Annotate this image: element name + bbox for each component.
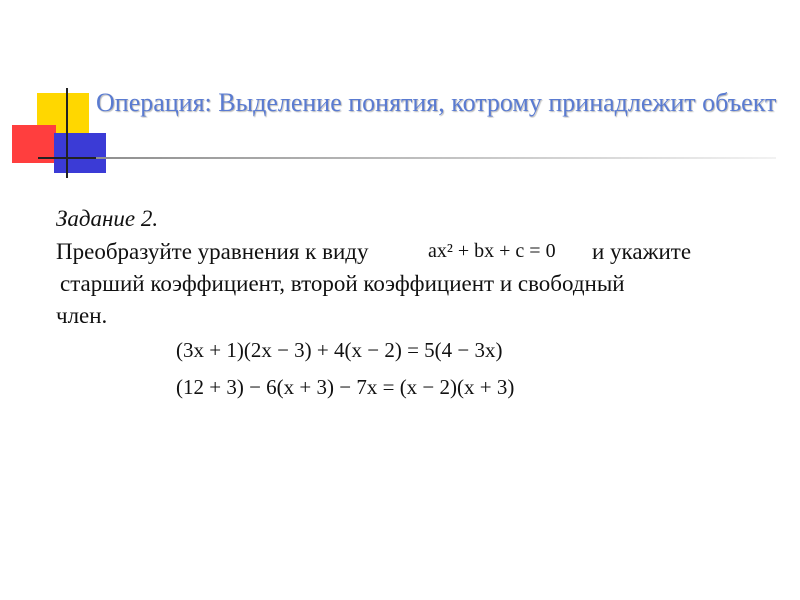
- decor-vertical-line: [66, 88, 68, 178]
- task-text-line1-suffix: и укажите: [592, 239, 692, 264]
- task-text-line3: член.: [56, 303, 108, 328]
- decor-horizontal-line: [38, 157, 98, 159]
- equation-2: (12 + 3) − 6(x + 3) − 7x = (x − 2)(x + 3): [176, 375, 515, 399]
- decor-blue-square: [54, 133, 106, 173]
- slide-title: Операция: Выделение понятия, котрому принадлежит объект: [96, 88, 777, 117]
- general-form-text: ax² + bx + c = 0: [428, 240, 556, 262]
- equation-1: (3x + 1)(2x − 3) + 4(x − 2) = 5(4 − 3x): [176, 338, 503, 362]
- general-form-formula: [428, 240, 556, 263]
- title-underline: [96, 157, 776, 159]
- task-text-line1: Преобразуйте уравнения к виду: [56, 239, 369, 264]
- task-text-line2: старший коэффициент, второй коэффициент и свободный: [60, 271, 625, 296]
- task-label: Задание 2.: [56, 206, 159, 231]
